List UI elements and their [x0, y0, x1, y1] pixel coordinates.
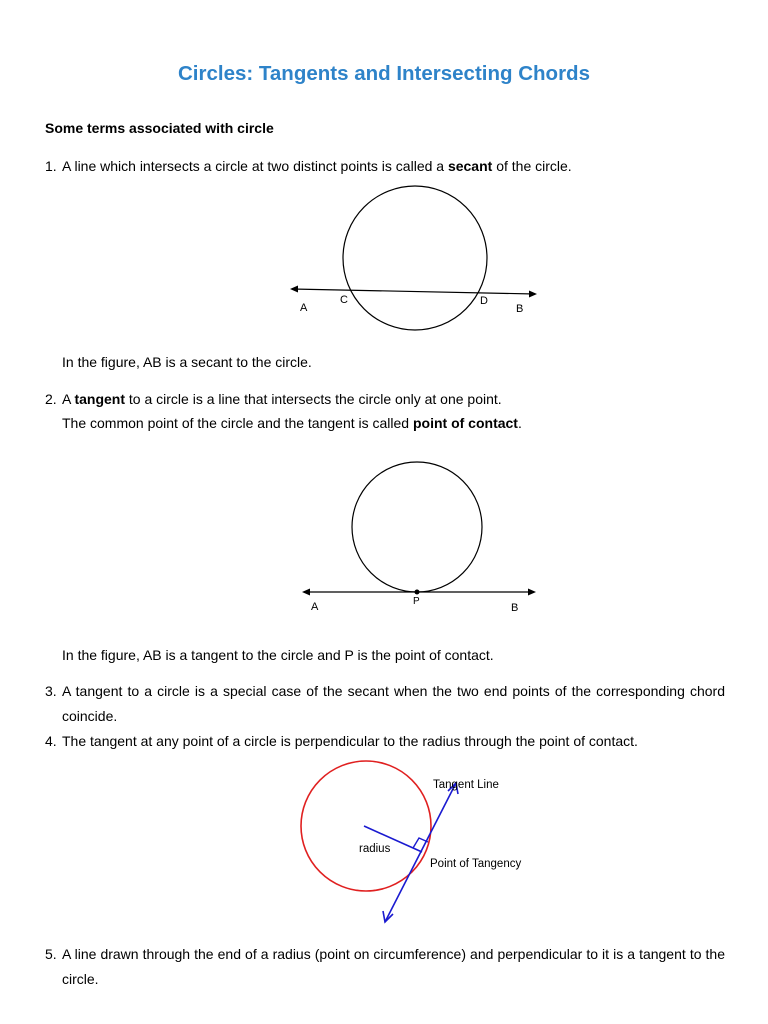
caption-tangent: In the figure, AB is a tangent to the circle and P is the point of contact.: [62, 647, 494, 663]
section-heading: Some terms associated with circle: [45, 120, 274, 136]
page-title: Circles: Tangents and Intersecting Chords: [178, 62, 590, 85]
list-item-5: [45, 942, 725, 992]
label-tangent-line: Tangent Line: [433, 779, 499, 791]
item-text: of the circle.: [492, 158, 572, 174]
label-point-of-tangency: Point of Tangency: [430, 858, 522, 870]
item-text: A line which intersects a circle at two distinct points is called a: [62, 158, 448, 174]
item-text: A line drawn through the end of a radius (point on circumference) and perpendicular to it is a tangent to the circle.: [62, 946, 725, 987]
item-number: 2.: [45, 391, 57, 407]
label-a: A: [300, 302, 308, 314]
label-d: D: [480, 295, 488, 307]
item-number: 5.: [45, 946, 57, 962]
item-text: A tangent to a circle is a special case of the secant when the two end points of the corresponding chord coincide.: [62, 683, 725, 724]
term-tangent: tangent: [74, 391, 126, 407]
label-radius: radius: [359, 843, 391, 855]
item-number: 3.: [45, 683, 57, 699]
label-c: C: [340, 294, 348, 306]
item-text: to a circle is a line that intersects the circle only at one point.: [125, 391, 502, 407]
item-text: A: [62, 391, 75, 407]
label-a: A: [311, 601, 319, 613]
item-number: 4.: [45, 733, 57, 749]
label-b: B: [516, 303, 524, 315]
term-secant: secant: [447, 158, 493, 174]
label-p: P: [413, 596, 420, 607]
term-point-of-contact: point of contact: [412, 415, 518, 431]
item-number: 1.: [45, 158, 57, 174]
item-text: The tangent at any point of a circle is perpendicular to the radius through the point of contact.: [62, 733, 638, 749]
label-b: B: [511, 602, 519, 614]
tangent-line: [385, 783, 456, 922]
caption-secant: In the figure, AB is a secant to the circle.: [62, 354, 312, 370]
item-text: .: [517, 415, 522, 431]
item-text: The common point of the circle and the tangent is called: [62, 415, 413, 431]
